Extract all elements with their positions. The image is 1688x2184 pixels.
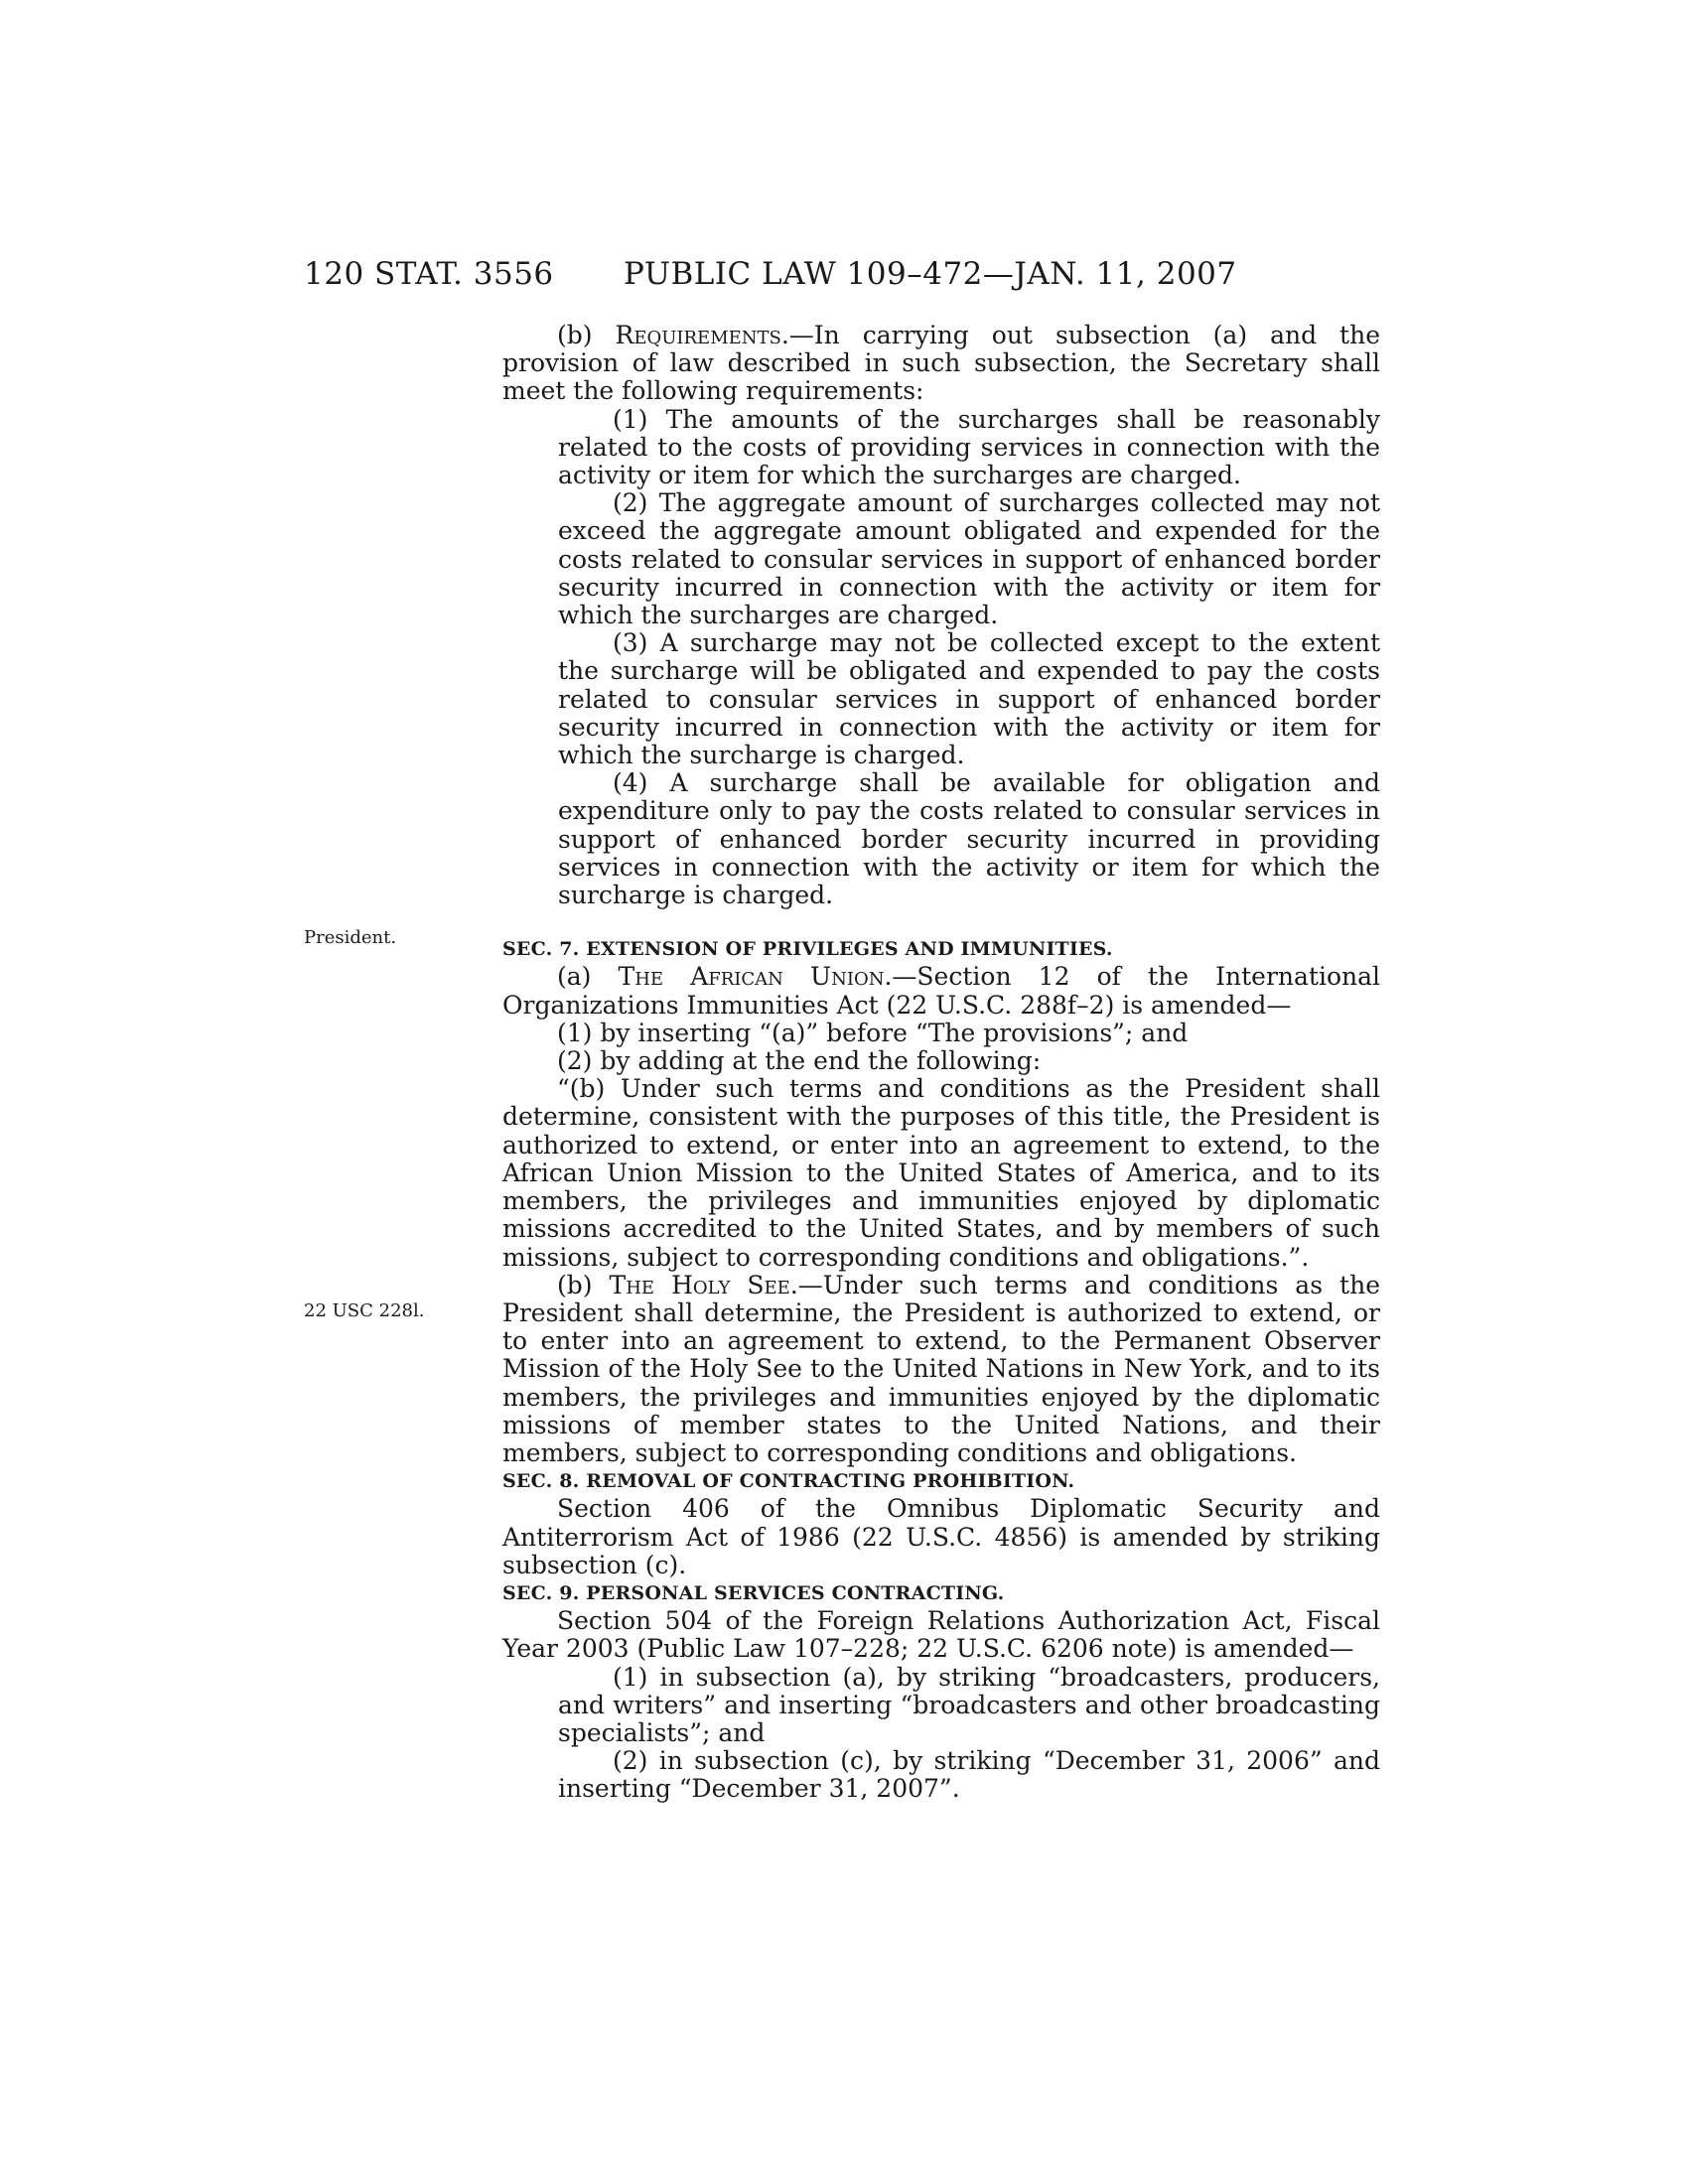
sec7a-quoted-text: “(b) Under such terms and conditions as the President shall determine, consistent with the purposes of this title, the President is authorized to extend, or enter into an agreement to extend, to the African Union Mission to the United States of America, and to its members, the privileges and immunities enjoyed by diplomatic missions accredited to the United States, and by members of such missions, subject to corresponding conditions and obligations.”. [502,1074,1380,1272]
sec7a-item-2: (2) by adding at the end the following: [557,1046,1042,1076]
sec9-text: Section 504 of the Foreign Relations Authorization Act, Fiscal Year 2003 (Public Law 107–228; 22 U.S.C. 6206 note) is amended— [502,1606,1380,1664]
sec6b-item-1: (1) The amounts of the surcharges shall be reasonably related to the costs of providing services in connection with the activity or item for which the surcharges are charged. [558,404,1380,490]
sec8-text: Section 406 of the Omnibus Diplomatic Security and Antiterrorism Act of 1986 (22 U.S.C. 4856) is amended by striking subsection (c). [502,1494,1380,1579]
sec7-subsection-b: (b) The Holy See.—Under such terms and conditions as the President shall determine, the President is authorized to extend, or to enter into an agreement to extend, to the Permanent Observer Mission of the Holy See to the United Nations in New York, and to its members, the privileges and immunities enjoyed by the diplomatic missions of member states to the United Nations, and their members, subject to corresponding conditions and obligations. [502,1270,1380,1467]
sec7a-item-1: (1) by inserting “(a)” before “The provisions”; and [557,1018,1189,1047]
sec7-subsection-a: (a) The African Union.—Section 12 of the International Organizations Immunities Act (22 U.S.C. 288f–2) is amended— [502,962,1380,1020]
sec6b-item-3: (3) A surcharge may not be collected except to the extent the surcharge will be obligated and expended to pay the costs related to consular services in support of enhanced border security incurred in connection with the activity or item for which the surcharge is charged. [558,628,1380,770]
body-text [502,322,1380,1804]
subsection-title: Requirements [615,321,781,349]
sec9-item-1: (1) in subsection (a), by striking “broadcasters, producers, and writers” and inserting “broadcasters and other broadcasting specialists”; and [558,1662,1380,1747]
sec6b-item-4: (4) A surcharge shall be available for obligation and expenditure only to pay the costs related to consular services in support of enhanced border security incurred in providing services in connection with the activity or item for which the surcharge is charged. [558,768,1380,910]
sec9-heading: SEC. 9. PERSONAL SERVICES CONTRACTING. [502,1581,1005,1604]
sec6b-item-2: (2) The aggregate amount of surcharges collected may not exceed the aggregate amount obligated and expended for the costs related to consular services in support of enhanced border security incurred in connection with the activity or item for which the surcharges are charged. [558,488,1380,630]
sec6-subsection-b: (b) Requirements.—In carrying out subsection (a) and the provision of law described in such subsection, the Secretary shall meet the following requirements: [502,321,1380,406]
sec7-heading: SEC. 7. EXTENSION OF PRIVILEGES AND IMMUNITIES. [502,938,1113,961]
stat-citation: 120 STAT. 3556 [304,256,554,292]
subsection-title: The Holy See [609,1270,790,1299]
sec8-heading: SEC. 8. REMOVAL OF CONTRACTING PROHIBITION. [502,1470,1075,1493]
sec9-item-2: (2) in subsection (c), by striking “December 31, 2006” and inserting “December 31, 2007”. [558,1746,1380,1804]
margin-note-usc: 22 USC 228l. [304,1300,425,1321]
margin-note-president: President. [304,927,397,948]
public-law-header: PUBLIC LAW 109–472—JAN. 11, 2007 [624,256,1237,292]
subsection-title: The African Union [618,962,885,992]
